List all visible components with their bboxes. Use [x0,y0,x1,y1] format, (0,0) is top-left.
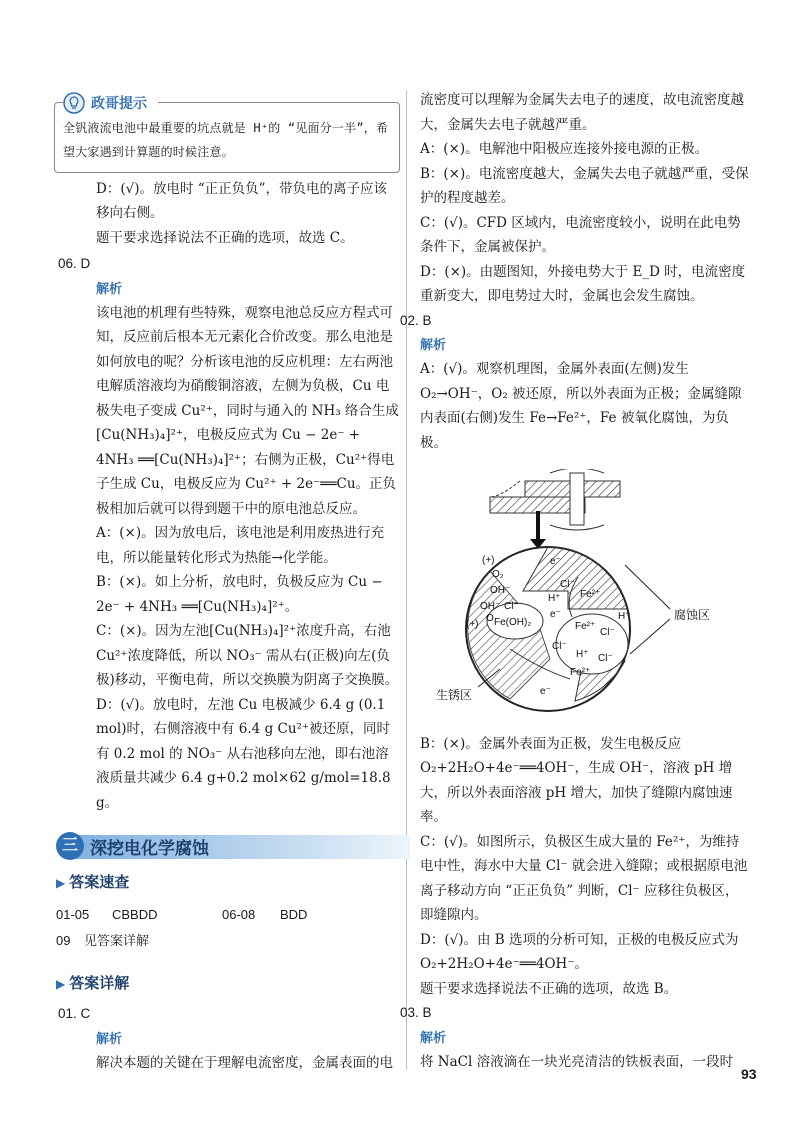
q03-number: 03. B [400,1005,432,1020]
q01-option-d: D：(×)。由题图知，外接电势大于 E_D 时，电流密度重新变大，即电势过大时，金属也会发生腐蚀。 [420,263,746,304]
q06-option-d: D：(√)。放电时，左池 Cu 电极减少 6.4 g (0.1 mol)时，右侧溶液中有 6.4 g Cu²⁺被还原，同时有 0.2 mol 的 NO₃⁻ 从右池移向左池，即右池溶液质量共减少 6.4 g+0.2 mol×62 g/mol=18.8 g。 [96,696,391,811]
svg-text:Cl⁻: Cl⁻ [504,601,519,612]
q02-number: 02. B [400,312,432,328]
corrosion-figure [430,469,750,728]
q01-option-a: A：(×)。电解池中阳极应连接外接电源的正极。 [420,141,709,157]
svg-text:(+): (+) [482,555,495,566]
svg-text:Cl⁻: Cl⁻ [600,627,615,638]
q01-paragraph: 解决本题的关键在于理解电流密度，金属表面的电 [96,1054,393,1071]
corrosion-zone-label: 腐蚀区 [674,608,711,622]
tip-header [63,91,158,116]
q06-option-b: B：(×)。如上分析，放电时，负极反应为 Cu − 2e⁻ + 4NH₃ ══[Cu(NH₃)₄]²⁺。 [96,574,383,615]
section-title: 深挖电化学腐蚀 [90,839,209,858]
q01-analysis-label: 解析 [96,1030,123,1046]
svg-text:Fe²⁺: Fe²⁺ [580,589,601,600]
left-p1: D：(√)。放电时 “正正负负”，带负电的离子应该移向右侧。 [96,180,388,221]
tip-body: 全钒液流电池中最重要的坑点就是 H⁺的 “见面分一半”，希望大家遇到计算题的时候注意。 [63,120,389,159]
riveted-plates [490,469,620,530]
q02-option-b: B：(×)。金属外表面为正极，发生电极反应 O₂+2H₂O+4e⁻══4OH⁻，生成 OH⁻，溶液 pH 增大，所以外表面溶液 pH 增大，加快了缝隙内腐蚀速率。 [420,735,733,825]
svg-text:Cl⁻: Cl⁻ [552,641,567,652]
right-column [400,88,750,1074]
q06-option-a: A：(×)。因为放电后，该电池是利用废热进行充电，所以能量转化形式为热能→化学能。 [96,525,385,566]
triangle-icon: ▶ [56,876,66,890]
svg-text:Fe²⁺: Fe²⁺ [575,621,596,632]
triangle-icon: ▶ [56,976,66,991]
q01-option-b: B：(×)。电流密度越大，金属失去电子就越严重，受保护的程度越差。 [420,165,749,206]
detail-answers-heading: ▶ 答案详解 [56,974,130,992]
corrosion-diagram [430,469,730,719]
q03-analysis-label: 解析 [420,1029,447,1045]
zoom-arrow [530,511,546,549]
q06-paragraph: 该电池的机理有些特殊，观察电池总反应方程式可知，反应前后根本无元素化合价改变。那么电池是如何放电的呢？分析该电池的反应机理：左右两池电解质溶液均为硝酸铜溶液，左侧为负极，Cu 电极失电子变成 Cu²⁺，同时与通入的 NH₃ 络合生成 [Cu(NH₃)₄]²⁺，电极反应式为 Cu − 2e⁻ + 4NH₃ ══[Cu(NH₃)₄]²⁺；右侧为正极，Cu²⁺得电子生成 Cu，电极反应为 Cu²⁺ + 2e⁻══Cu。正负极相加后就可以得到题干中的原电池总反应。 [96,304,399,517]
section-number: 三 [56,832,84,860]
tip-title: 政哥提示 [91,95,147,111]
q01-option-c: C：(√)。CFD 区域内，电流密度较小，说明在此电势条件下，金属被保护。 [420,214,741,255]
svg-text:e⁻: e⁻ [550,556,561,567]
left-column [56,88,400,1075]
quick-answers: 01-05 CBBDD 06-08 BDD 09 见答案详解 [56,906,308,948]
quick-answers-heading: ▶ 答案速查 [56,874,130,891]
q01-number: 01. C [58,1006,91,1021]
right-p1: 流密度可以理解为金属失去电子的速度，故电流密度越大，金属失去电子就越严重。 [420,92,744,133]
q06-analysis-label: 解析 [96,280,123,296]
svg-text:O₂: O₂ [492,569,504,580]
svg-text:Fe²⁺: Fe²⁺ [570,667,591,678]
page-number: 93 [741,1066,757,1082]
q06-option-c: C：(×)。因为左池[Cu(NH₃)₄]²⁺浓度升高，右池 Cu²⁺浓度降低，所以 NO₃⁻ 需从右(正极)向左(负极)移动，平衡电荷，所以交换膜为阴离子交换膜。 [96,623,399,688]
svg-text:(+): (+) [466,619,479,630]
q02-option-d: D：(√)。由 B 选项的分析可知，正极的电极反应式为 O₂+2H₂O+4e⁻══4OH⁻。 [420,931,739,972]
svg-text:Cl⁻: Cl⁻ [560,579,575,590]
svg-text:e⁻: e⁻ [540,686,551,697]
left-p2: 题干要求选择说法不正确的选项，故选 C。 [96,229,354,246]
svg-text:Cl⁻: Cl⁻ [598,653,613,664]
rust-zone-label: 生锈区 [436,688,473,702]
q03-paragraph: 将 NaCl 溶液滴在一块光亮清洁的铁板表面，一段时 [420,1053,734,1070]
svg-text:H⁺: H⁺ [618,611,631,622]
q02-option-a: A：(√)。观察机理图，金属外表面(左侧)发生 O₂→OH⁻，O₂ 被还原，所以外表面为正极；金属缝隙内表面(右侧)发生 Fe→Fe²⁺，Fe 被氧化腐蚀，为负极。 [420,361,742,451]
svg-text:H⁺: H⁺ [548,593,561,604]
svg-text:e⁻: e⁻ [550,609,561,620]
q02-option-c: C：(√)。如图所示，负极区生成大量的 Fe²⁺，为维持电中性，海水中大量 Cl⁻ 就会进入缝隙；或根据原电池离子移动方向 “正正负负” 判断，Cl⁻ 应移往负极区，即缝隙内。 [420,833,748,923]
q02-analysis-label: 解析 [420,337,447,352]
svg-text:Fe(OH)₂: Fe(OH)₂ [494,617,532,628]
svg-text:H⁺: H⁺ [576,649,589,660]
section-banner [56,829,426,859]
svg-text:OH⁻: OH⁻ [480,601,501,612]
tip-box [54,95,400,173]
svg-text:OH⁻: OH⁻ [490,585,511,596]
q06-number: 06. D [58,256,91,271]
svg-text:O: O [486,613,494,624]
q02-conclusion: 题干要求选择说法不正确的选项，故选 B。 [420,980,678,997]
column-divider [406,90,407,1070]
lightbulb-icon [63,92,85,114]
